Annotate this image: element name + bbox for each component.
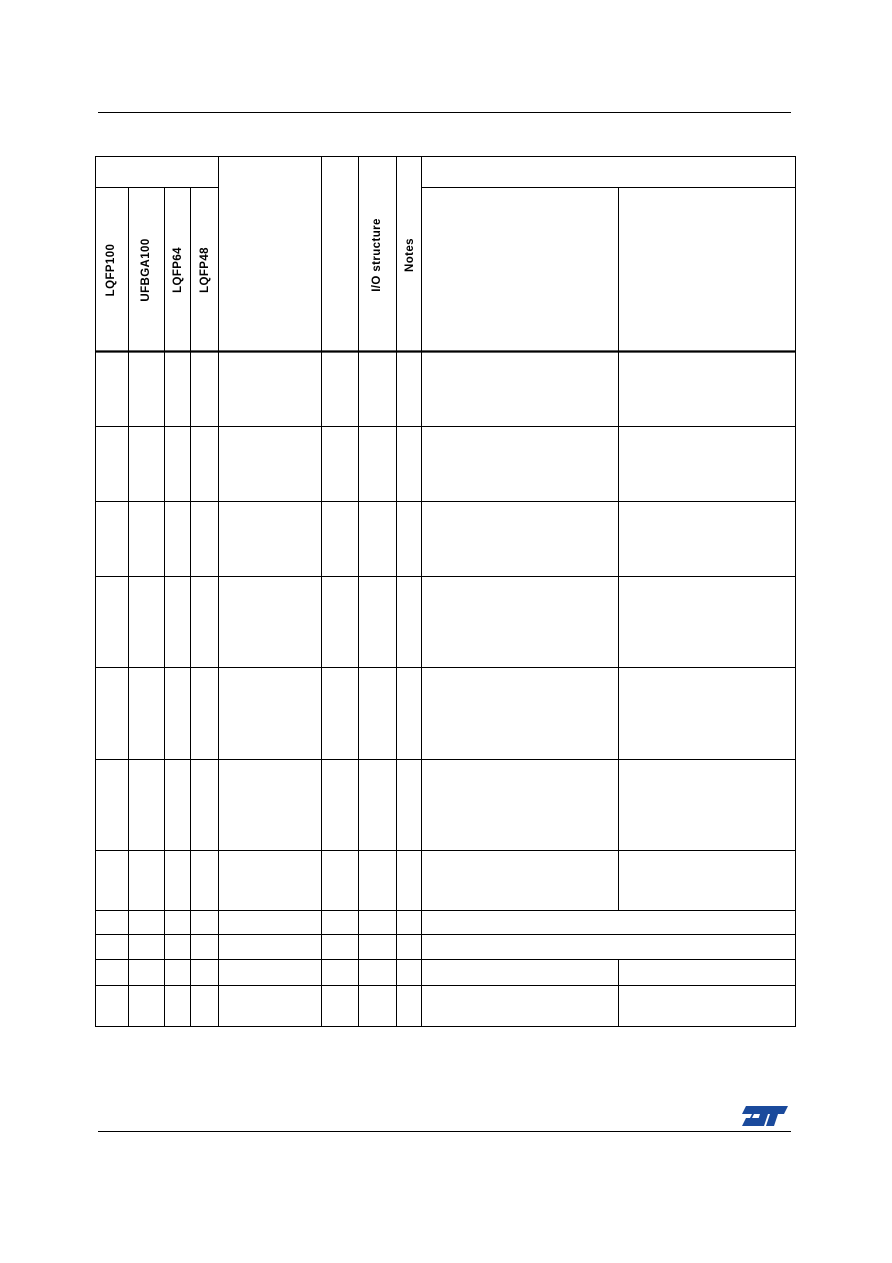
st-logo-icon [742, 1102, 790, 1130]
footer-rule [98, 1131, 791, 1132]
